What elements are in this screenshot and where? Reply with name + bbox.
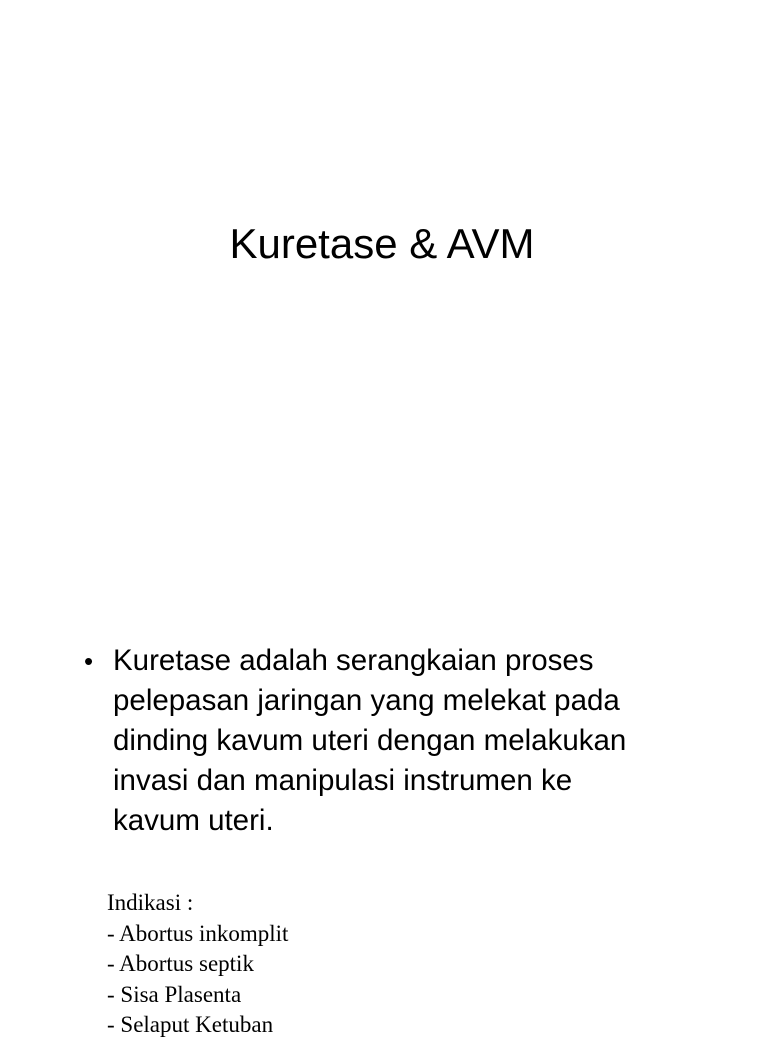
list-item: - Abortus septik [107, 951, 254, 976]
indikasi-list [107, 888, 288, 1041]
bullet-line: Kuretase adalah serangkaian proses [113, 644, 594, 677]
bullet-line: pelepasan jaringan yang melekat pada [113, 684, 620, 717]
list-item: - Selaput Ketuban [107, 1012, 274, 1037]
bullet-line: kavum uteri. [113, 804, 274, 837]
indikasi-heading: Indikasi : [107, 890, 194, 915]
bullet-line: dinding kavum uteri dengan melakukan [113, 724, 627, 757]
list-item: - Sisa Plasenta [107, 981, 242, 1007]
bullet-line: invasi dan manipulasi instrumen ke [113, 764, 573, 797]
bullet-icon: • [84, 646, 94, 676]
list-item: - Abortus inkomplit [107, 920, 289, 946]
bullet-text [113, 641, 713, 841]
slide-title: Kuretase & AVM [229, 220, 535, 267]
